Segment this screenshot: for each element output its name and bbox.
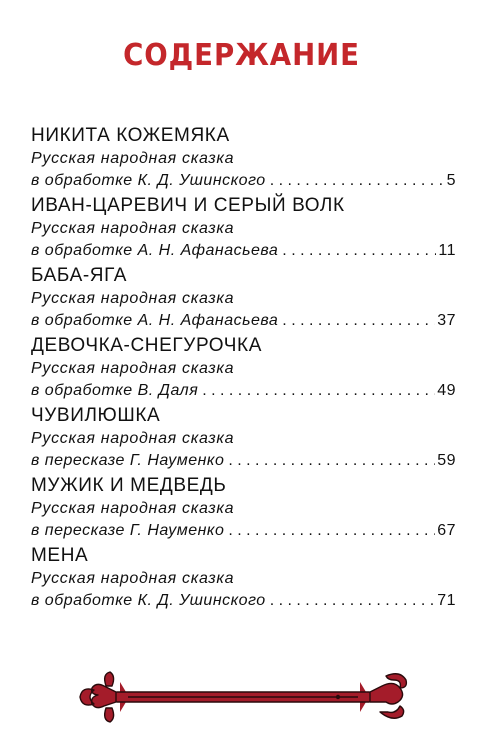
toc-entry-page-number: 59 (437, 452, 456, 469)
toc-entry-title: НИКИТА КОЖЕМЯКА (31, 125, 230, 146)
toc-entry[interactable] (31, 264, 456, 334)
toc-entry-page-number: 71 (437, 592, 456, 609)
toc-entry-title: ДЕВОЧКА-СНЕГУРОЧКА (31, 335, 262, 356)
toc-leader-dots (228, 520, 435, 542)
toc-entry-line (31, 240, 456, 262)
toc-entry-subtitle: Русская народная сказка (31, 150, 235, 167)
toc-entry-subtitle: Русская народная сказка (31, 220, 235, 237)
toc-entry-page-number: 5 (446, 172, 456, 189)
toc-entry-credit: в пересказе Г. Науменко (31, 522, 225, 539)
toc-entry-subtitle: Русская народная сказка (31, 430, 235, 447)
toc-leader-dots (228, 450, 435, 472)
toc-entry-credit: в обработке К. Д. Ушинского (31, 592, 266, 609)
toc-entry-page-number: 37 (437, 312, 456, 329)
toc-entry-page-number: 49 (437, 382, 456, 399)
toc-entry-line (31, 170, 456, 192)
toc-entry-line (31, 310, 456, 332)
toc-entry-credit: в обработке А. Н. Афанасьева (31, 312, 279, 329)
toc-entry-title: МЕНА (31, 545, 89, 566)
toc-entry[interactable] (31, 474, 456, 544)
toc-entry-page-number: 67 (437, 522, 456, 539)
toc-entry[interactable] (31, 334, 456, 404)
toc-entry[interactable] (31, 194, 456, 264)
toc-entry-credit: в пересказе Г. Науменко (31, 452, 225, 469)
table-of-contents (31, 124, 456, 614)
toc-entry-credit: в обработке В. Даля (31, 382, 199, 399)
page-title: СОДЕРЖАНИЕ (123, 38, 360, 73)
toc-entry-subtitle: Русская народная сказка (31, 570, 235, 587)
toc-entry-title: ЧУВИЛЮШКА (31, 405, 161, 426)
toc-entry-line (31, 590, 456, 612)
toc-leader-dots (202, 380, 435, 402)
toc-entry-page-number: 11 (438, 242, 456, 259)
toc-entry-credit: в обработке А. Н. Афанасьева (31, 242, 279, 259)
toc-entry-title: ИВАН-ЦАРЕВИЧ И СЕРЫЙ ВОЛК (31, 195, 345, 216)
toc-entry-line (31, 520, 456, 542)
toc-leader-dots (282, 240, 436, 262)
toc-entry-title: МУЖИК И МЕДВЕДЬ (31, 475, 227, 496)
toc-entry-line (31, 380, 456, 402)
toc-entry-line (31, 450, 456, 472)
decorative-scroll-ornament-icon (76, 668, 410, 726)
toc-entry[interactable] (31, 544, 456, 614)
toc-entry-subtitle: Русская народная сказка (31, 290, 235, 307)
toc-entry-title: БАБА-ЯГА (31, 265, 127, 286)
toc-entry[interactable] (31, 124, 456, 194)
toc-entry-credit: в обработке К. Д. Ушинского (31, 172, 266, 189)
toc-leader-dots (270, 590, 436, 612)
toc-leader-dots (270, 170, 445, 192)
toc-entry-subtitle: Русская народная сказка (31, 500, 235, 517)
toc-entry[interactable] (31, 404, 456, 474)
toc-entry-subtitle: Русская народная сказка (31, 360, 235, 377)
toc-leader-dots (282, 310, 435, 332)
